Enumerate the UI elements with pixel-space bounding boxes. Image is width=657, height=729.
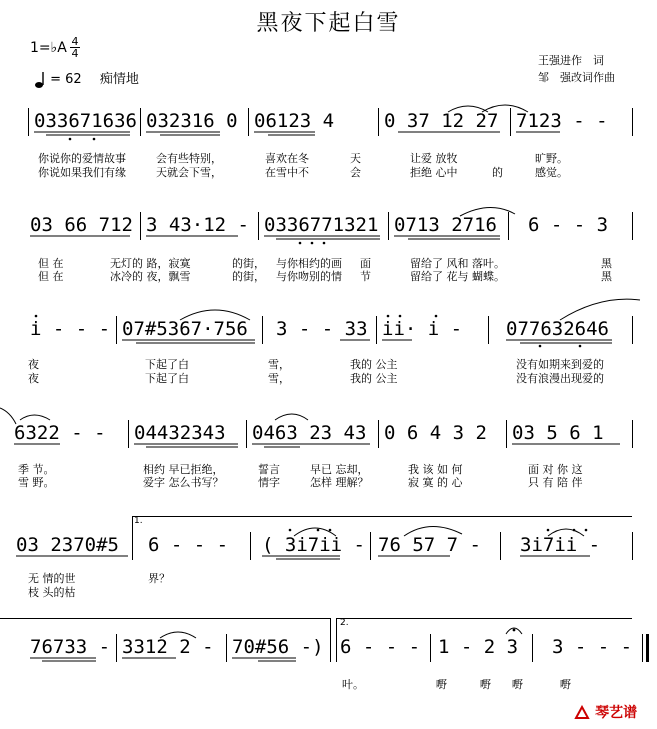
lyric: 黑 xyxy=(601,270,612,283)
lyric: 与你吻别的情 xyxy=(276,270,342,283)
lyric: 留给了 风和 落叶。 xyxy=(410,257,505,270)
measure: 7123 - - xyxy=(516,110,608,132)
lyric: 嘢 xyxy=(560,678,571,691)
measure: 0463 23 43 xyxy=(252,422,367,444)
lyric: 情字 xyxy=(258,476,280,489)
lyric: 旷野。 xyxy=(535,152,568,165)
lyric: 我的 公主 xyxy=(350,358,398,371)
qinyipu-logo-icon xyxy=(574,705,590,721)
lyricist-credit: 王强进作 词 xyxy=(538,54,604,67)
measure: 032316 0 xyxy=(146,110,238,132)
lyric: 面 对 你 这 xyxy=(528,463,583,476)
measure: 03 66 712 xyxy=(30,214,133,236)
lyric: 嘢 xyxy=(436,678,447,691)
lyric: 无灯的 路，寂寞 xyxy=(110,257,191,270)
lyric: 感觉。 xyxy=(535,166,568,179)
watermark-logo xyxy=(574,702,637,722)
measure: 70#56 -) xyxy=(232,636,324,658)
lyric: 早已 忘却， xyxy=(310,463,369,476)
measure: ii· i - xyxy=(382,318,463,340)
lyric: 只 有 陪 伴 xyxy=(528,476,583,489)
lyric: 喜欢在冬 xyxy=(265,152,309,165)
volta-1-label: 1. xyxy=(134,516,143,526)
lyric: 爱字 怎么书写？ xyxy=(143,476,224,489)
lyric: 面 xyxy=(360,257,371,270)
lyric: 节 xyxy=(360,270,371,283)
measure: 3i7ii - xyxy=(520,534,601,556)
lyric: 但 在 xyxy=(38,257,64,270)
lyric: 夜 xyxy=(28,358,39,371)
measure: 03 5 6 1 xyxy=(512,422,604,444)
lyric: 相约 早已拒绝， xyxy=(143,463,224,476)
measure: 3 - - 33 xyxy=(276,318,368,340)
lyric: 誓言 xyxy=(258,463,280,476)
measure: 3 43·12 - xyxy=(146,214,249,236)
measure: 3 - - - xyxy=(552,636,633,658)
lyric: 雪 野。 xyxy=(18,476,55,489)
lyric: 枝 头的枯 xyxy=(28,586,76,599)
lyric: 无 情的世 xyxy=(28,572,76,585)
measure: 6 - - - xyxy=(340,636,421,658)
lyric: 但 在 xyxy=(38,270,64,283)
lyric: 天就会下雪， xyxy=(156,166,222,179)
measure: 03 2370#5 xyxy=(16,534,119,556)
lyric: 嘢 xyxy=(480,678,491,691)
lyric: 的街， xyxy=(232,270,265,283)
lyric: 让爱 放牧 xyxy=(410,152,458,165)
composer-credit: 邹 强改词作曲 xyxy=(538,71,615,84)
lyric: 下起了白 xyxy=(145,358,189,371)
measure: 3312 2 - xyxy=(122,636,214,658)
lyric: 雪， xyxy=(268,372,290,385)
lyric: 与你相约的画 xyxy=(276,257,342,270)
lyric: 怎样 理解？ xyxy=(310,476,369,489)
lyric: 没有如期来到爱的 xyxy=(516,358,604,371)
lyric: 拒绝 心中 xyxy=(410,166,458,179)
lyric: 嘢 xyxy=(512,678,523,691)
lyric: 叶。 xyxy=(342,678,364,691)
measure: ( 3i7ii - xyxy=(262,534,365,556)
lyric: 的街， xyxy=(232,257,265,270)
expression-mark: 痴情地 xyxy=(99,72,139,87)
lyric: 会 xyxy=(350,166,361,179)
watermark-text: 琴艺谱 xyxy=(595,705,638,721)
measure: 76 57 7 - xyxy=(378,534,481,556)
lyric: 冰冷的 夜，飘雪 xyxy=(110,270,191,283)
measure: 6322 - - xyxy=(14,422,106,444)
measure: 033671636 xyxy=(34,110,137,132)
measure: 077632646 xyxy=(506,318,609,340)
measure: 06123 4 xyxy=(254,110,335,132)
measure: 07#5367·756 xyxy=(122,318,248,340)
measure: 0 37 12 27 xyxy=(384,110,499,132)
lyric: 雪， xyxy=(268,358,290,371)
tempo-value: = 62 xyxy=(50,72,82,87)
lyric: 我 该 如 何 xyxy=(408,463,463,476)
lyric: 会有些特别， xyxy=(156,152,222,165)
lyric: 我的 公主 xyxy=(350,372,398,385)
key-signature: 1=♭A xyxy=(30,40,67,56)
lyric: 季 节。 xyxy=(18,463,55,476)
measure: 0336771321 xyxy=(264,214,379,236)
page-title: 黑夜下起白雪 xyxy=(256,11,401,36)
measure: 0 6 4 3 2 xyxy=(384,422,487,444)
lyric: 下起了白 xyxy=(145,372,189,385)
lyric: 夜 xyxy=(28,372,39,385)
time-signature-bottom: 4 xyxy=(71,47,79,60)
lyric: 留给了 花与 蝴蝶。 xyxy=(410,270,505,283)
time-signature-top: 4 xyxy=(71,35,79,48)
measure: 6 - - - xyxy=(148,534,229,556)
lyric: 在雪中不 xyxy=(265,166,309,179)
lyric: 黑 xyxy=(601,257,612,270)
lyric: 你说如果我们有缘 xyxy=(38,166,126,179)
lyric: 天 xyxy=(350,152,361,165)
lyric: 没有浪漫出现爱的 xyxy=(516,372,604,385)
lyric: 寂 寞 的 心 xyxy=(408,476,463,489)
lyric: 你说你的爱情故事 xyxy=(38,152,126,165)
lyric: 界？ xyxy=(148,572,170,585)
measure: 6 - - 3 xyxy=(528,214,609,236)
volta-2-label: 2. xyxy=(340,618,349,628)
lyric: 的 xyxy=(492,166,503,179)
measure: 1 - 2 3 xyxy=(438,636,519,658)
measure: i - - - xyxy=(30,318,111,340)
measure: 04432343 xyxy=(134,422,226,444)
measure: 76733 - xyxy=(30,636,111,658)
measure: 0713 2716 xyxy=(394,214,497,236)
